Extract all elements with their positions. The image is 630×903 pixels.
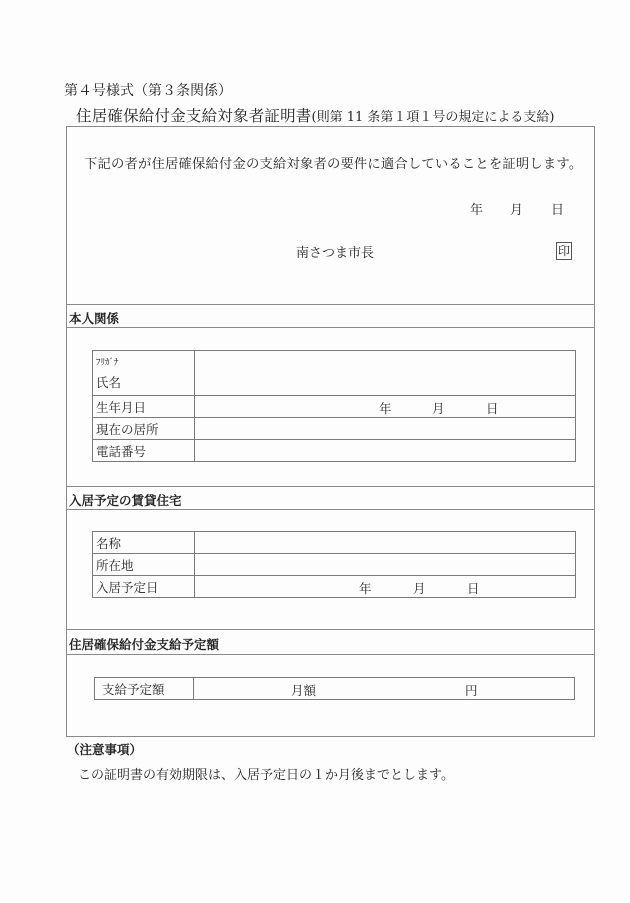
move-in-month: 月 bbox=[413, 581, 426, 596]
move-in-day: 日 bbox=[467, 581, 480, 596]
section-title-amount: 住居確保給付金支給予定額 bbox=[69, 637, 220, 652]
notes-heading: （注意事項） bbox=[67, 742, 143, 757]
birthdate-label: 生年月日 bbox=[93, 396, 195, 418]
name-label-cell bbox=[93, 351, 195, 396]
section-divider bbox=[66, 629, 595, 630]
name-label: 氏名 bbox=[96, 375, 122, 390]
currency-unit: 円 bbox=[465, 683, 478, 698]
birthdate-field[interactable] bbox=[195, 396, 576, 418]
table-row bbox=[93, 396, 576, 418]
address-label: 所在地 bbox=[93, 554, 195, 576]
amount-label: 支給予定額 bbox=[95, 678, 194, 700]
table-row bbox=[93, 418, 576, 440]
table-row bbox=[93, 576, 576, 598]
issue-date-day-field[interactable]: 日 bbox=[551, 203, 565, 218]
section-divider bbox=[66, 509, 595, 510]
seal-stamp-box: 印 bbox=[557, 244, 570, 258]
document-title-sub: (則第 11 条第１項１号の規定による支給) bbox=[311, 110, 555, 125]
issue-date-year-field[interactable]: 年 bbox=[470, 203, 484, 218]
furigana-label: ﾌﾘｶﾞﾅ bbox=[96, 358, 119, 368]
birthdate-day: 日 bbox=[486, 401, 499, 416]
phone-label: 電話番号 bbox=[93, 440, 195, 462]
housing-name-label: 名称 bbox=[93, 532, 195, 554]
section-title-housing: 入居予定の賃貸住宅 bbox=[69, 493, 182, 508]
issue-date-month-field[interactable]: 月 bbox=[510, 203, 524, 218]
document-title bbox=[76, 104, 554, 126]
housing-name-field[interactable] bbox=[195, 532, 576, 554]
table-row bbox=[93, 554, 576, 576]
move-in-year: 年 bbox=[359, 581, 372, 596]
phone-field[interactable] bbox=[195, 440, 576, 462]
person-info-table bbox=[92, 350, 576, 462]
amount-table bbox=[94, 677, 575, 700]
birthdate-year: 年 bbox=[379, 401, 392, 416]
table-row bbox=[93, 440, 576, 462]
move-in-date-label: 入居予定日 bbox=[93, 576, 195, 598]
name-field[interactable] bbox=[195, 351, 576, 396]
residence-label: 現在の居所 bbox=[93, 418, 195, 440]
table-row bbox=[93, 351, 576, 396]
address-field[interactable] bbox=[195, 554, 576, 576]
birthdate-month: 月 bbox=[432, 401, 445, 416]
notes-text: この証明書の有効期限は、入居予定日の１か月後までとします。 bbox=[78, 768, 454, 783]
residence-field[interactable] bbox=[195, 418, 576, 440]
housing-info-table bbox=[92, 531, 576, 598]
amount-field[interactable] bbox=[194, 678, 575, 700]
certification-statement: 下記の者が住居確保給付金の支給対象者の要件に適合していることを証明します。 bbox=[84, 157, 583, 172]
document-title-main: 住居確保給付金支給対象者証明書 bbox=[76, 107, 312, 125]
section-divider bbox=[66, 486, 595, 487]
move-in-date-field[interactable] bbox=[195, 576, 576, 598]
table-row bbox=[93, 532, 576, 554]
section-divider bbox=[66, 304, 595, 305]
section-divider bbox=[66, 654, 595, 655]
issuer-name: 南さつま市長 bbox=[296, 246, 375, 261]
section-divider bbox=[66, 327, 595, 328]
section-title-person: 本人関係 bbox=[69, 311, 120, 326]
form-number: 第４号様式（第３条関係） bbox=[64, 83, 232, 99]
table-row bbox=[95, 678, 575, 700]
monthly-label: 月額 bbox=[291, 683, 317, 698]
